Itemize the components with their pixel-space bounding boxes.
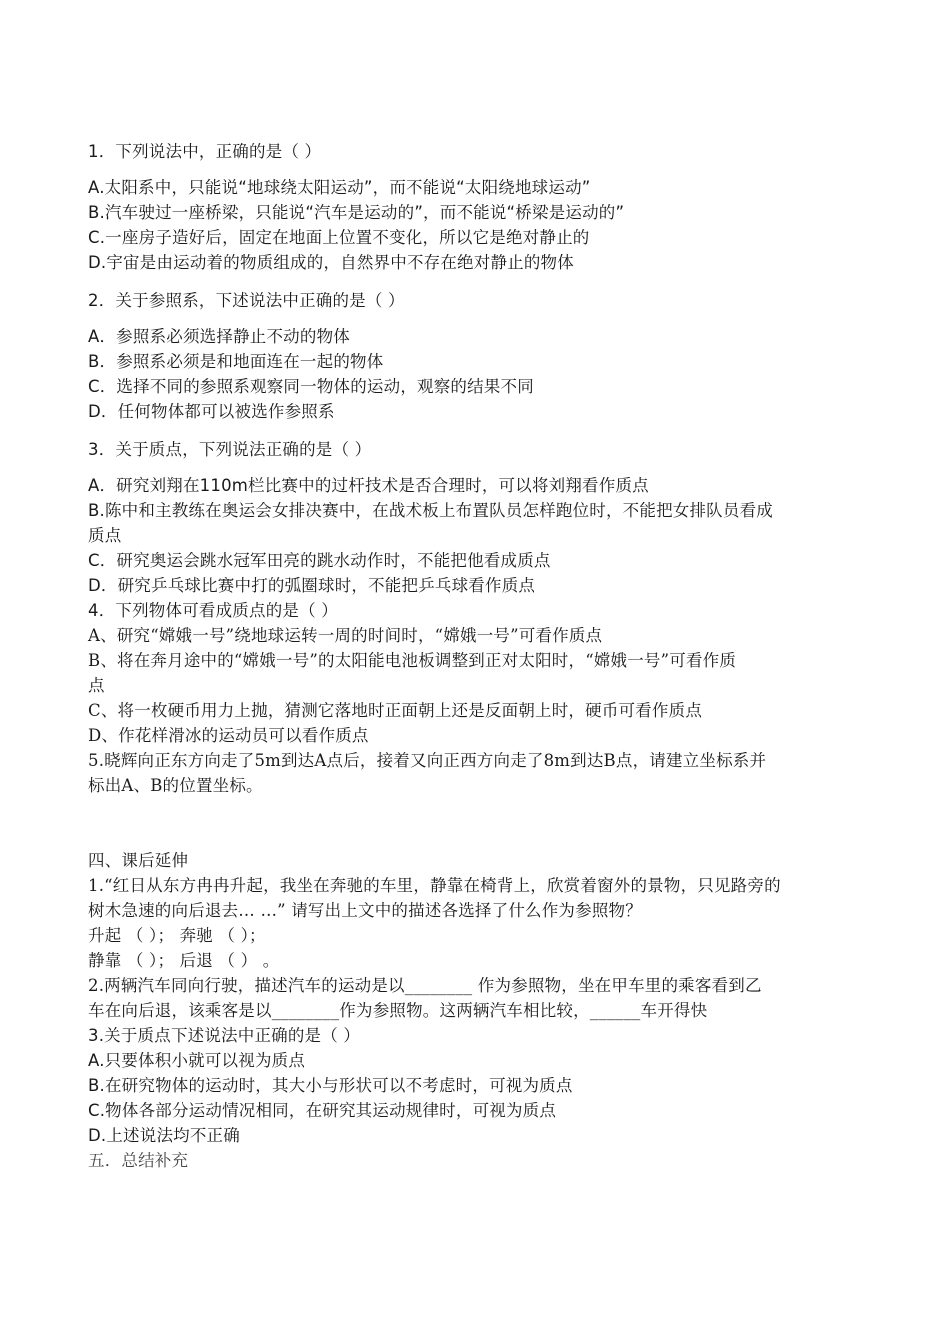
section4-p1-line-3: 升起 （ ）； 奔驰 （ ）； xyxy=(88,926,266,945)
section4-p3-stem: 3.关于质点下述说法中正确的是（ ） xyxy=(88,1026,361,1045)
q1-option-b: B.汽车驶过一座桥梁，只能说“汽车是运动的”，而不能说“桥梁是运动的” xyxy=(88,203,625,222)
q2-option-a: A．参照系必须选择静止不动的物体 xyxy=(88,327,350,346)
q4-option-a: A、研究“嫦娥一号”绕地球运转一周的时间时，“嫦娥一号”可看作质点 xyxy=(88,626,603,645)
q5-line-1: 5.晓辉向正东方向走了5m到达A点后，接着又向正西方向走了8m到达B点，请建立坐标系并 xyxy=(88,751,767,770)
q3-option-b-cont: 质点 xyxy=(88,526,122,545)
q2-option-c: C．选择不同的参照系观察同一物体的运动，观察的结果不同 xyxy=(88,377,534,396)
q1-option-a: A.太阳系中，只能说“地球绕太阳运动”，而不能说“太阳绕地球运动” xyxy=(88,178,591,197)
section4-title: 四、课后延伸 xyxy=(88,851,189,870)
section4-p3-option-b: B.在研究物体的运动时，其大小与形状可以不考虑时，可视为质点 xyxy=(88,1076,573,1095)
q3-stem: 3．关于质点，下列说法正确的是（ ） xyxy=(88,440,372,459)
section4-p3-option-a: A.只要体积小就可以视为质点 xyxy=(88,1051,306,1070)
q2-option-d: D．任何物体都可以被选作参照系 xyxy=(88,402,335,421)
q4-option-b: B、将在奔月途中的“嫦娥一号”的太阳能电池板调整到正对太阳时，“嫦娥一号”可看作质 xyxy=(88,651,737,670)
section4-p1-line-2: 树木急速的向后退去… …” 请写出上文中的描述各选择了什么作为参照物？ xyxy=(88,901,642,920)
section4-p1-line-1: 1.“红日从东方冉冉升起，我坐在奔驰的车里，静靠在椅背上，欣赏着窗外的景物，只见路旁的 xyxy=(88,876,781,895)
section5-title: 五．总结补充 xyxy=(88,1151,189,1170)
q2-stem: 2．关于参照系，下述说法中正确的是（ ） xyxy=(88,291,405,310)
section4-p3-option-d: D.上述说法均不正确 xyxy=(88,1126,240,1145)
q1-stem: 1．下列说法中，正确的是（ ） xyxy=(88,142,322,161)
q3-option-a: A．研究刘翔在110m栏比赛中的过杆技术是否合理时，可以将刘翔看作质点 xyxy=(88,476,649,495)
q4-option-d: D、作花样滑冰的运动员可以看作质点 xyxy=(88,726,369,745)
q2-option-b: B．参照系必须是和地面连在一起的物体 xyxy=(88,352,384,371)
section4-p3-option-c: C.物体各部分运动情况相同，在研究其运动规律时，可视为质点 xyxy=(88,1101,557,1120)
q4-option-c: C、将一枚硬币用力上抛，猜测它落地时正面朝上还是反面朝上时，硬币可看作质点 xyxy=(88,701,703,720)
q3-option-d: D．研究乒乓球比赛中打的弧圈球时，不能把乒乓球看作质点 xyxy=(88,576,536,595)
q3-option-b: B.陈中和主教练在奥运会女排决赛中，在战术板上布置队员怎样跑位时，不能把女排队员看成 xyxy=(88,501,773,520)
q5-line-2: 标出A、B的位置坐标。 xyxy=(88,776,263,795)
q4-option-b-cont: 点 xyxy=(88,676,105,695)
q3-option-c: C．研究奥运会跳水冠军田亮的跳水动作时，不能把他看成质点 xyxy=(88,551,551,570)
q4-stem: 4．下列物体可看成质点的是（ ） xyxy=(88,601,338,620)
section4-p1-line-4: 静靠 （ ）； 后退 （ ） 。 xyxy=(88,951,280,970)
q1-option-c: C.一座房子造好后，固定在地面上位置不变化，所以它是绝对静止的 xyxy=(88,228,590,247)
section4-p2-line-1: 2.两辆汽车同向行驶，描述汽车的运动是以________ 作为参照物，坐在甲车里的乘客看到乙 xyxy=(88,976,762,995)
q1-option-d: D.宇宙是由运动着的物质组成的，自然界中不存在绝对静止的物体 xyxy=(88,253,574,272)
section4-p2-line-2: 车在向后退，该乘客是以________作为参照物。这两辆汽车相比较，______车开得快 xyxy=(88,1001,708,1020)
